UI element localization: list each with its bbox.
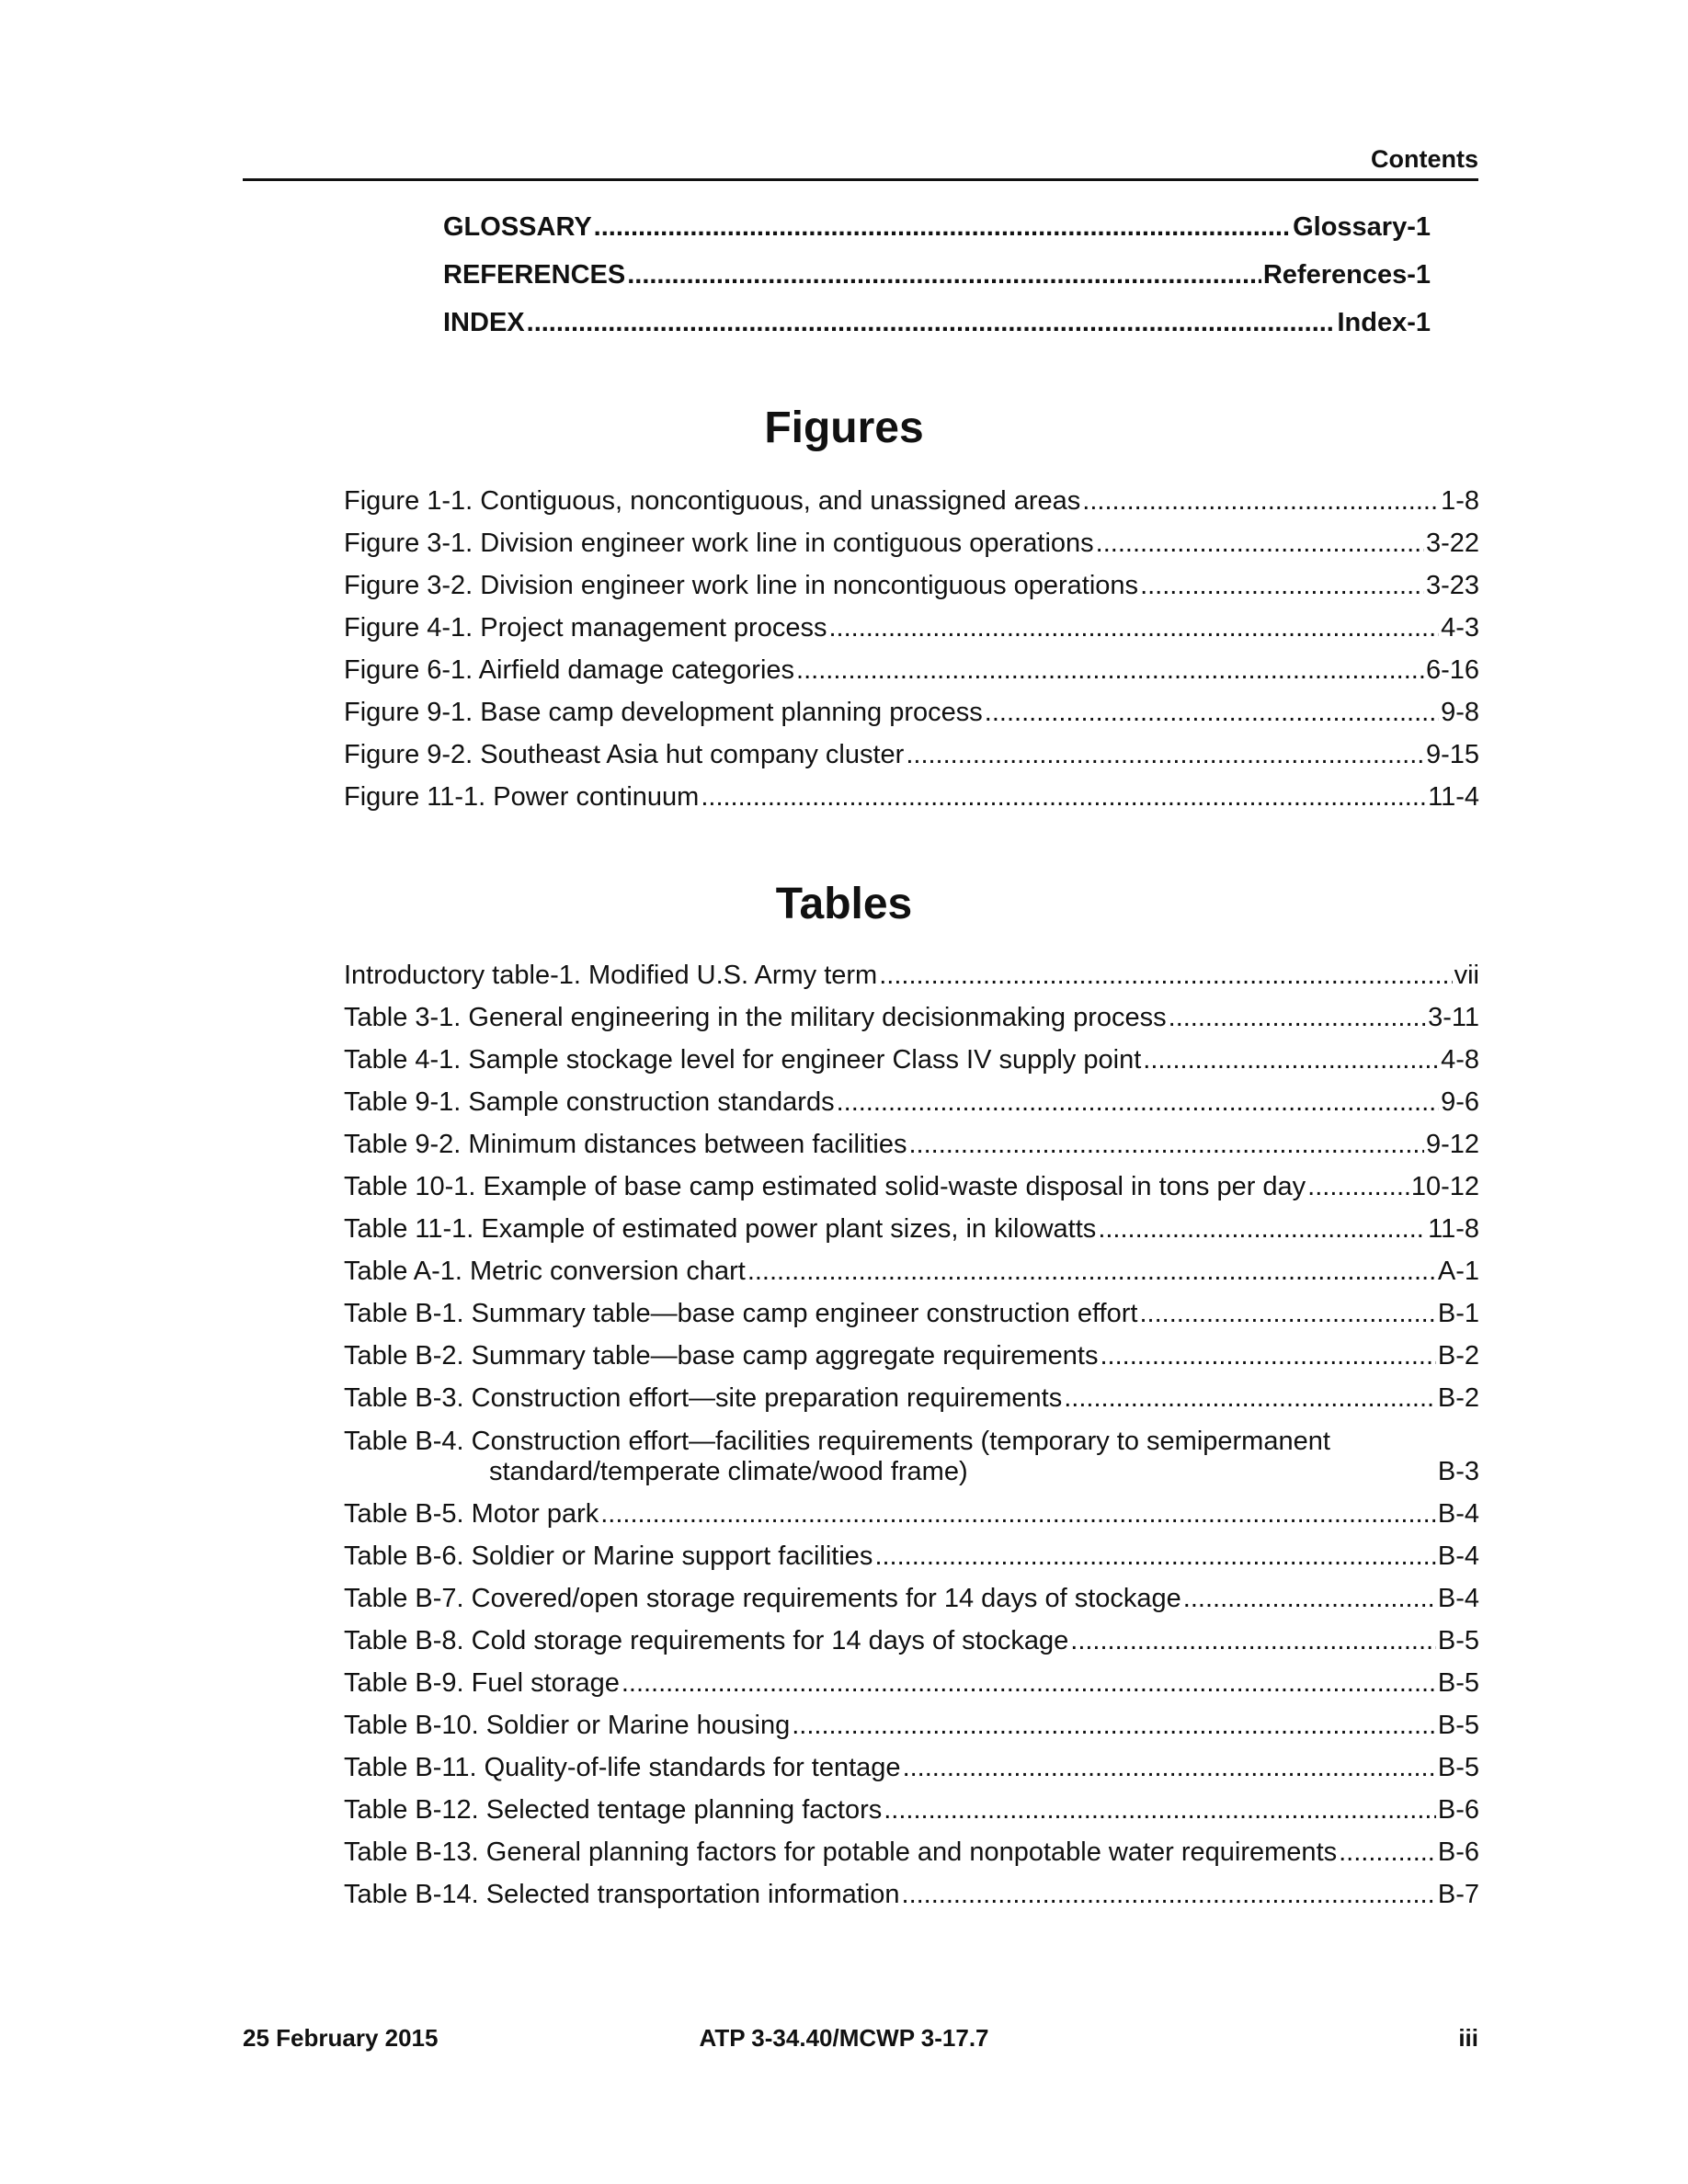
toc-entry-title: Table B-12. Selected tentage planning factors [344, 1796, 883, 1825]
figure-entry[interactable] [344, 572, 1479, 614]
toc-entry-page: B-1 [1437, 1300, 1479, 1328]
table-entry[interactable] [344, 961, 1479, 1004]
toc-entry-title: Figure 1-1. Contiguous, noncontiguous, and unassigned areas [344, 487, 1081, 516]
toc-entry-page: B-4 [1437, 1542, 1479, 1571]
toc-entry-title: Figure 4-1. Project management process [344, 614, 827, 643]
dot-leader [594, 213, 1291, 241]
dot-leader [903, 1754, 1436, 1781]
toc-entry-title: Table B-13. General planning factors for potable and nonpotable water requirements [344, 1838, 1338, 1867]
dot-leader [1100, 1342, 1435, 1370]
toc-entry-title: Figure 9-1. Base camp development planning process [344, 699, 983, 727]
figure-entry[interactable] [344, 741, 1479, 783]
table-entry[interactable] [344, 1500, 1479, 1542]
toc-entry-page: 3-11 [1428, 1004, 1479, 1032]
dot-leader [874, 1542, 1435, 1570]
toc-entry-title: Table B-8. Cold storage requirements for 14 days of stockage [344, 1627, 1069, 1655]
table-entry[interactable] [344, 1046, 1479, 1088]
dot-leader [1143, 1046, 1439, 1074]
toc-entry-title: Figure 3-2. Division engineer work line in noncontiguous operations [344, 572, 1139, 600]
dot-leader [1096, 529, 1424, 557]
toc-entry-page: 10-12 [1410, 1173, 1479, 1201]
main-entries [443, 213, 1431, 357]
table-entry[interactable] [344, 1384, 1479, 1427]
toc-entry-title: Table B-3. Construction effort—site preparation requirements [344, 1384, 1063, 1413]
toc-entry-title: Figure 6-1. Airfield damage categories [344, 656, 795, 685]
toc-entry-page: Glossary-1 [1293, 213, 1431, 242]
toc-entry-title: Table B-5. Motor park [344, 1500, 599, 1529]
dot-leader [1183, 1585, 1436, 1612]
dot-leader [902, 1881, 1436, 1908]
toc-entry-page: References-1 [1262, 261, 1431, 290]
table-entry[interactable] [344, 1542, 1479, 1585]
table-entry[interactable] [344, 1881, 1479, 1923]
figures-list [344, 487, 1479, 825]
toc-entry-title: Table B-10. Soldier or Marine housing [344, 1712, 791, 1740]
toc-entry-title: INDEX [443, 309, 525, 337]
toc-entry-page: A-1 [1437, 1257, 1479, 1286]
dot-leader [701, 783, 1426, 811]
toc-entry-page: 4-8 [1441, 1046, 1479, 1075]
toc-entry-glossary[interactable] [443, 213, 1431, 261]
dot-leader [622, 1669, 1436, 1697]
figure-entry[interactable] [344, 529, 1479, 572]
table-entry[interactable] [344, 1173, 1479, 1215]
dot-leader [837, 1088, 1440, 1116]
toc-entry-page: B-5 [1437, 1669, 1479, 1698]
toc-entry-title: Table 10-1. Example of base camp estimated solid-waste disposal in tons per day [344, 1173, 1306, 1201]
dot-leader [600, 1500, 1436, 1528]
header-rule [243, 178, 1478, 181]
dot-leader [884, 1796, 1436, 1824]
figure-entry[interactable] [344, 656, 1479, 699]
table-entry[interactable] [344, 1627, 1479, 1669]
toc-entry-title: Table B-4. Construction effort—facilities requirements (temporary to semipermanent [344, 1427, 1330, 1456]
figure-entry[interactable] [344, 699, 1479, 741]
toc-entry-page: B-7 [1437, 1881, 1479, 1909]
footer-date: 25 February 2015 [243, 2024, 439, 2052]
toc-entry-title: Introductory table-1. Modified U.S. Army term [344, 961, 878, 990]
toc-entry-page: 9-12 [1425, 1131, 1479, 1159]
table-entry[interactable] [344, 1669, 1479, 1712]
toc-entry-page: 3-22 [1425, 529, 1479, 558]
toc-entry-page: 1-8 [1441, 487, 1479, 516]
toc-entry-page: 9-8 [1441, 699, 1479, 727]
figure-entry[interactable] [344, 783, 1479, 825]
table-entry[interactable] [344, 1796, 1479, 1838]
toc-entry-title: Table 3-1. General engineering in the military decisionmaking process [344, 1004, 1167, 1032]
dot-leader [828, 614, 1439, 642]
dot-leader [985, 699, 1439, 726]
toc-entry-title: Table B-14. Selected transportation information [344, 1881, 900, 1909]
toc-entry-title: Table B-11. Quality-of-life standards for tentage [344, 1754, 901, 1782]
toc-entry-page: B-5 [1437, 1712, 1479, 1740]
dot-leader [1070, 1627, 1436, 1655]
table-entry[interactable] [344, 1838, 1479, 1881]
toc-entry-title: REFERENCES [443, 261, 626, 290]
dot-leader [1064, 1384, 1436, 1412]
toc-entry-page: B-4 [1437, 1500, 1479, 1529]
toc-entry-page: B-4 [1437, 1585, 1479, 1613]
dot-leader [879, 961, 1452, 989]
toc-entry-title: Table 9-2. Minimum distances between facilities [344, 1131, 907, 1159]
toc-entry-title: GLOSSARY [443, 213, 592, 242]
toc-entry-page: 11-4 [1428, 783, 1479, 812]
table-entry[interactable] [344, 1257, 1479, 1300]
dot-leader [1307, 1173, 1409, 1200]
toc-entry-page: 9-6 [1441, 1088, 1479, 1117]
toc-entry-title: Table 4-1. Sample stockage level for engineer Class IV supply point [344, 1046, 1142, 1075]
dot-leader [1169, 1004, 1426, 1031]
toc-entry-page: B-5 [1437, 1754, 1479, 1782]
dot-leader [747, 1257, 1436, 1285]
table-entry[interactable] [344, 1712, 1479, 1754]
toc-entry-page: B-3 [1437, 1457, 1479, 1486]
table-entry[interactable] [344, 1754, 1479, 1796]
toc-entry-references[interactable] [443, 261, 1431, 309]
toc-entry-title: Table B-6. Soldier or Marine support facilities [344, 1542, 873, 1571]
tables-heading: Tables [775, 880, 913, 928]
table-entry[interactable] [344, 1004, 1479, 1046]
toc-entry-index[interactable] [443, 309, 1431, 357]
toc-entry-page: 4-3 [1441, 614, 1479, 643]
dot-leader [796, 656, 1424, 684]
dot-leader [906, 741, 1424, 768]
toc-entry-title-continued: standard/temperate climate/wood frame) [489, 1457, 968, 1486]
dot-leader [909, 1131, 1424, 1158]
toc-entry-page: B-2 [1437, 1342, 1479, 1371]
table-entry[interactable] [344, 1342, 1479, 1384]
toc-entry-page: 9-15 [1425, 741, 1479, 769]
tables-list [344, 961, 1479, 1923]
toc-entry-title: Table B-2. Summary table—base camp aggregate requirements [344, 1342, 1099, 1371]
dot-leader [1339, 1838, 1436, 1866]
dot-leader [1140, 572, 1424, 599]
figure-entry[interactable] [344, 487, 1479, 529]
toc-entry-title: Table B-9. Fuel storage [344, 1669, 620, 1698]
toc-entry-table-b-4[interactable] [344, 1427, 1479, 1500]
toc-entry-page: Index-1 [1337, 309, 1431, 337]
table-entry[interactable] [344, 1088, 1479, 1131]
table-entry[interactable] [344, 1585, 1479, 1627]
dot-leader [1098, 1215, 1426, 1243]
toc-entry-title: Table 9-1. Sample construction standards [344, 1088, 835, 1117]
dot-leader [1082, 487, 1439, 515]
toc-entry-title: Figure 3-1. Division engineer work line in contiguous operations [344, 529, 1094, 558]
footer-publication: ATP 3-34.40/MCWP 3-17.7 [699, 2024, 989, 2052]
table-entry[interactable] [344, 1300, 1479, 1342]
footer-page-number: iii [1458, 2024, 1478, 2052]
dot-leader [627, 261, 1261, 289]
toc-entry-title: Figure 11-1. Power continuum [344, 783, 700, 812]
toc-entry-page: 6-16 [1425, 656, 1479, 685]
toc-entry-page: vii [1454, 961, 1479, 990]
toc-entry-title: Table A-1. Metric conversion chart [344, 1257, 746, 1286]
running-head: Contents [1371, 145, 1478, 173]
toc-entry-page: B-5 [1437, 1627, 1479, 1655]
toc-entry-title: Table B-7. Covered/open storage requirements for 14 days of stockage [344, 1585, 1181, 1613]
toc-entry-page: B-6 [1437, 1796, 1479, 1825]
dot-leader [527, 309, 1336, 336]
toc-entry-page: 3-23 [1425, 572, 1479, 600]
toc-entry-title: Figure 9-2. Southeast Asia hut company cluster [344, 741, 905, 769]
figure-entry[interactable] [344, 614, 1479, 656]
toc-entry-page: 11-8 [1428, 1215, 1479, 1244]
table-entry[interactable] [344, 1131, 1479, 1173]
toc-entry-title: Table B-1. Summary table—base camp engineer construction effort [344, 1300, 1138, 1328]
toc-entry-page: B-2 [1437, 1384, 1479, 1413]
dot-leader [1139, 1300, 1435, 1327]
dot-leader [792, 1712, 1436, 1739]
toc-entry-page: B-6 [1437, 1838, 1479, 1867]
toc-entry-title: Table 11-1. Example of estimated power plant sizes, in kilowatts [344, 1215, 1097, 1244]
table-entry[interactable] [344, 1215, 1479, 1257]
figures-heading: Figures [764, 404, 924, 452]
